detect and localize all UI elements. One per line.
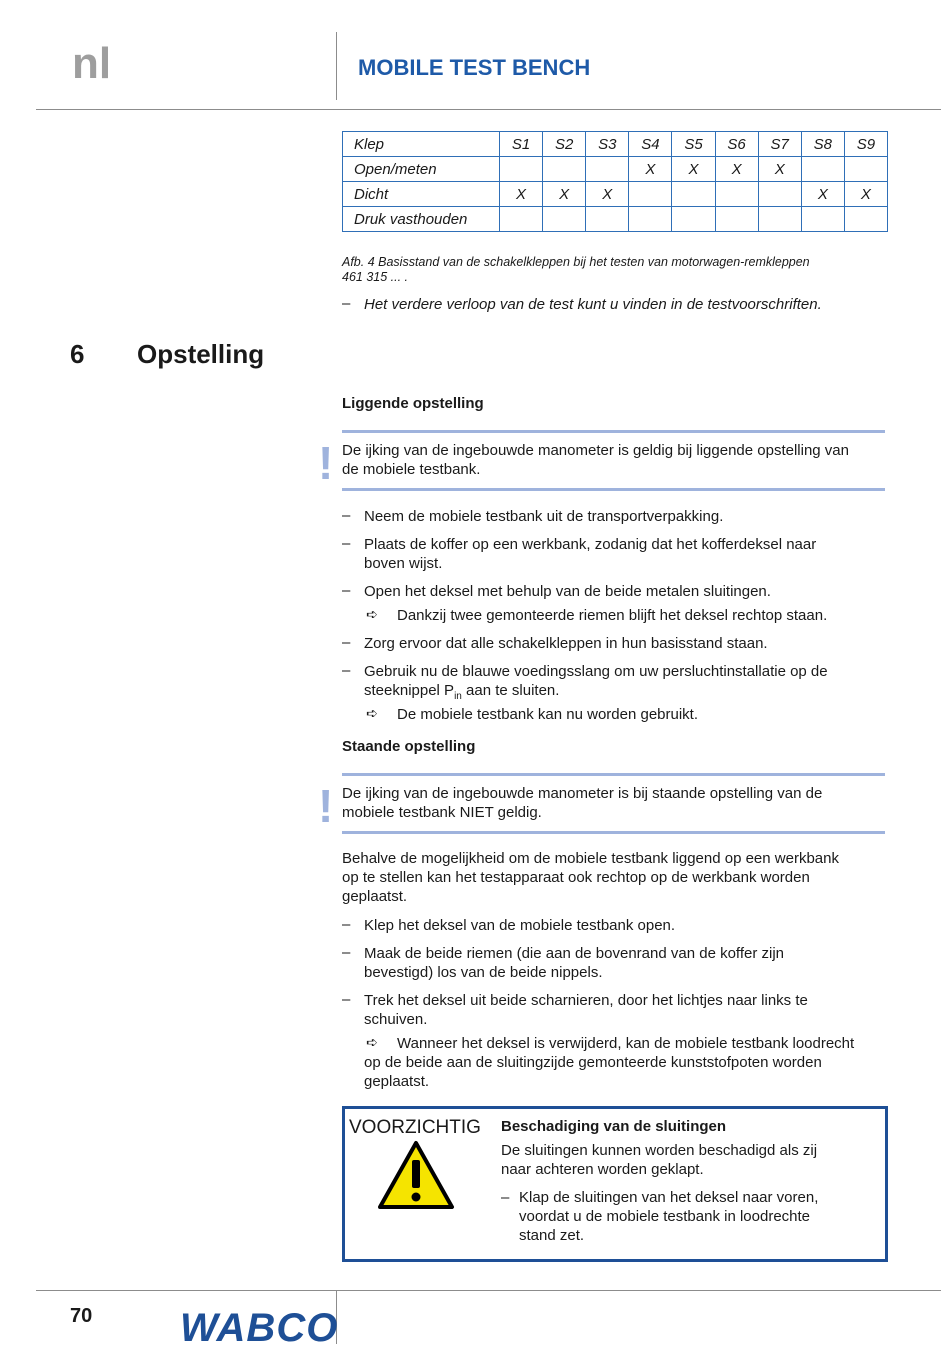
brand-logo: WABCO <box>180 1306 339 1350</box>
table-cell <box>500 157 543 182</box>
note-rule-top <box>342 773 885 776</box>
header-divider <box>336 32 337 100</box>
table-header-row <box>343 132 888 157</box>
list-dash: – <box>342 295 351 312</box>
list-item-continuation: boven wijst. <box>364 555 443 572</box>
table-row <box>343 157 888 182</box>
note-rule-bottom <box>342 831 885 834</box>
list-item: Zorg ervoor dat alle schakelkleppen in hun basisstand staan. <box>364 635 768 652</box>
note-exclamation-icon: ! <box>318 437 334 489</box>
table-cell <box>629 207 672 232</box>
list-item: Open het deksel met behulp van de beide metalen sluitingen. <box>364 583 771 600</box>
list-item: Maak de beide riemen (die aan de bovenrand van de koffer zijn <box>364 945 784 962</box>
paragraph-line: op te stellen kan het testapparaat ook rechtop op de werkbank worden <box>342 869 810 886</box>
table-header-cell: S4 <box>629 132 672 157</box>
footer-rule <box>36 1290 941 1291</box>
table-header-cell: S9 <box>844 132 887 157</box>
table-cell <box>672 207 715 232</box>
table-cell <box>715 182 758 207</box>
table-cell: Druk vasthouden <box>343 207 500 232</box>
section-heading: Liggende opstelling <box>342 395 484 412</box>
figure-caption-line: 461 315 ... . <box>342 270 409 284</box>
table-header-cell: S8 <box>801 132 844 157</box>
chapter-title: Opstelling <box>137 339 265 369</box>
paragraph-line: Behalve de mogelijkheid om de mobiele testbank liggend op een werkbank <box>342 850 839 867</box>
note-text-line: De ijking van de ingebouwde manometer is bij staande opstelling van de <box>342 785 823 802</box>
page-number: 70 <box>70 1305 93 1327</box>
list-item: Klep het deksel van de mobiele testbank open. <box>364 917 676 934</box>
list-dash: – <box>342 507 351 524</box>
note-rule-top <box>342 430 885 433</box>
list-item-continuation: bevestigd) los van de beide nippels. <box>364 964 603 981</box>
table-cell: X <box>801 182 844 207</box>
table-cell: X <box>586 182 629 207</box>
table-cell: X <box>672 157 715 182</box>
figure-caption-line: Afb. 4 Basisstand van de schakelkleppen bij het testen van motorwagen-remkleppen <box>342 255 810 269</box>
intro-instruction: Het verdere verloop van de test kunt u vinden in de testvoorschriften. <box>364 296 822 313</box>
result-arrow-icon: ➪ <box>366 1034 378 1050</box>
table-cell <box>586 207 629 232</box>
result-text: De mobiele testbank kan nu worden gebruikt. <box>397 706 699 723</box>
list-dash: – <box>342 582 351 599</box>
table-cell <box>715 207 758 232</box>
list-dash: – <box>342 535 351 552</box>
note-rule-bottom <box>342 488 885 491</box>
caution-item-line: stand zet. <box>519 1227 585 1244</box>
list-dash: – <box>342 662 351 679</box>
result-text: Wanneer het deksel is verwijderd, kan de mobiele testbank loodrecht <box>397 1035 855 1052</box>
table-cell: X <box>844 182 887 207</box>
list-dash: – <box>342 944 351 961</box>
table-cell <box>844 207 887 232</box>
caution-title: Beschadiging van de sluitingen <box>501 1118 727 1135</box>
table-row <box>343 182 888 207</box>
caution-label: VOORZICHTIG <box>349 1117 481 1138</box>
list-dash: – <box>501 1189 510 1206</box>
subscript: in <box>454 691 462 702</box>
list-dash: – <box>342 991 351 1008</box>
table-header-cell: S7 <box>758 132 801 157</box>
list-dash: – <box>342 916 351 933</box>
table-header-cell: S5 <box>672 132 715 157</box>
caution-item-line: Klap de sluitingen van het deksel naar voren, <box>519 1189 819 1206</box>
table-cell <box>543 157 586 182</box>
warning-triangle-icon <box>377 1140 455 1210</box>
note-text-line: De ijking van de ingebouwde manometer is geldig bij liggende opstelling van <box>342 442 849 459</box>
caution-text-line: De sluitingen kunnen worden beschadigd als zij <box>501 1142 818 1159</box>
note-text-line: de mobiele testbank. <box>342 461 481 478</box>
table-header-cell: S1 <box>500 132 543 157</box>
table-cell <box>758 207 801 232</box>
table-cell <box>801 157 844 182</box>
header-rule <box>36 109 941 110</box>
result-text-continuation: op de beide aan de sluitingzijde gemonteerde kunststofpoten worden <box>364 1054 822 1071</box>
result-text-continuation: geplaatst. <box>364 1073 430 1090</box>
list-item-continuation <box>364 681 889 707</box>
table-cell <box>543 207 586 232</box>
list-item: Trek het deksel uit beide scharnieren, door het lichtjes naar links te <box>364 992 808 1009</box>
table-header-cell: Klep <box>343 132 500 157</box>
result-text: Dankzij twee gemonteerde riemen blijft het deksel rechtop staan. <box>397 607 828 624</box>
table-cell <box>500 207 543 232</box>
table-header-cell: S6 <box>715 132 758 157</box>
table-cell: X <box>629 157 672 182</box>
list-dash: – <box>342 634 351 651</box>
paragraph-line: geplaatst. <box>342 888 408 905</box>
table-cell: X <box>758 157 801 182</box>
table-cell: Dicht <box>343 182 500 207</box>
table-cell: X <box>543 182 586 207</box>
note-exclamation-icon: ! <box>318 780 334 832</box>
table-cell <box>672 182 715 207</box>
table-header-cell: S2 <box>543 132 586 157</box>
list-item: Neem de mobiele testbank uit de transportverpakking. <box>364 508 724 525</box>
text-fragment: steeknippel P <box>364 682 455 699</box>
table-cell <box>758 182 801 207</box>
table-cell: Open/meten <box>343 157 500 182</box>
valve-table <box>342 131 888 232</box>
table-row <box>343 207 888 232</box>
caution-item-line: voordat u de mobiele testbank in loodrechte <box>519 1208 811 1225</box>
table-cell <box>801 207 844 232</box>
table-cell <box>844 157 887 182</box>
table-cell: X <box>715 157 758 182</box>
table-cell: X <box>500 182 543 207</box>
result-arrow-icon: ➪ <box>366 705 378 721</box>
table-header-cell: S3 <box>586 132 629 157</box>
text-fragment: aan te sluiten. <box>461 682 560 699</box>
language-code: nl <box>72 39 112 88</box>
table-cell <box>629 182 672 207</box>
document-title: MOBILE TEST BENCH <box>358 55 591 80</box>
list-item: Gebruik nu de blauwe voedingsslang om uw persluchtinstallatie op de <box>364 663 828 680</box>
section-heading: Staande opstelling <box>342 738 476 755</box>
chapter-number: 6 <box>70 339 85 369</box>
list-item: Plaats de koffer op een werkbank, zodanig dat het kofferdeksel naar <box>364 536 817 553</box>
caution-text-line: naar achteren worden geklapt. <box>501 1161 704 1178</box>
result-arrow-icon: ➪ <box>366 606 378 622</box>
list-item-continuation: schuiven. <box>364 1011 428 1028</box>
note-text-line: mobiele testbank NIET geldig. <box>342 804 542 821</box>
table-cell <box>586 157 629 182</box>
